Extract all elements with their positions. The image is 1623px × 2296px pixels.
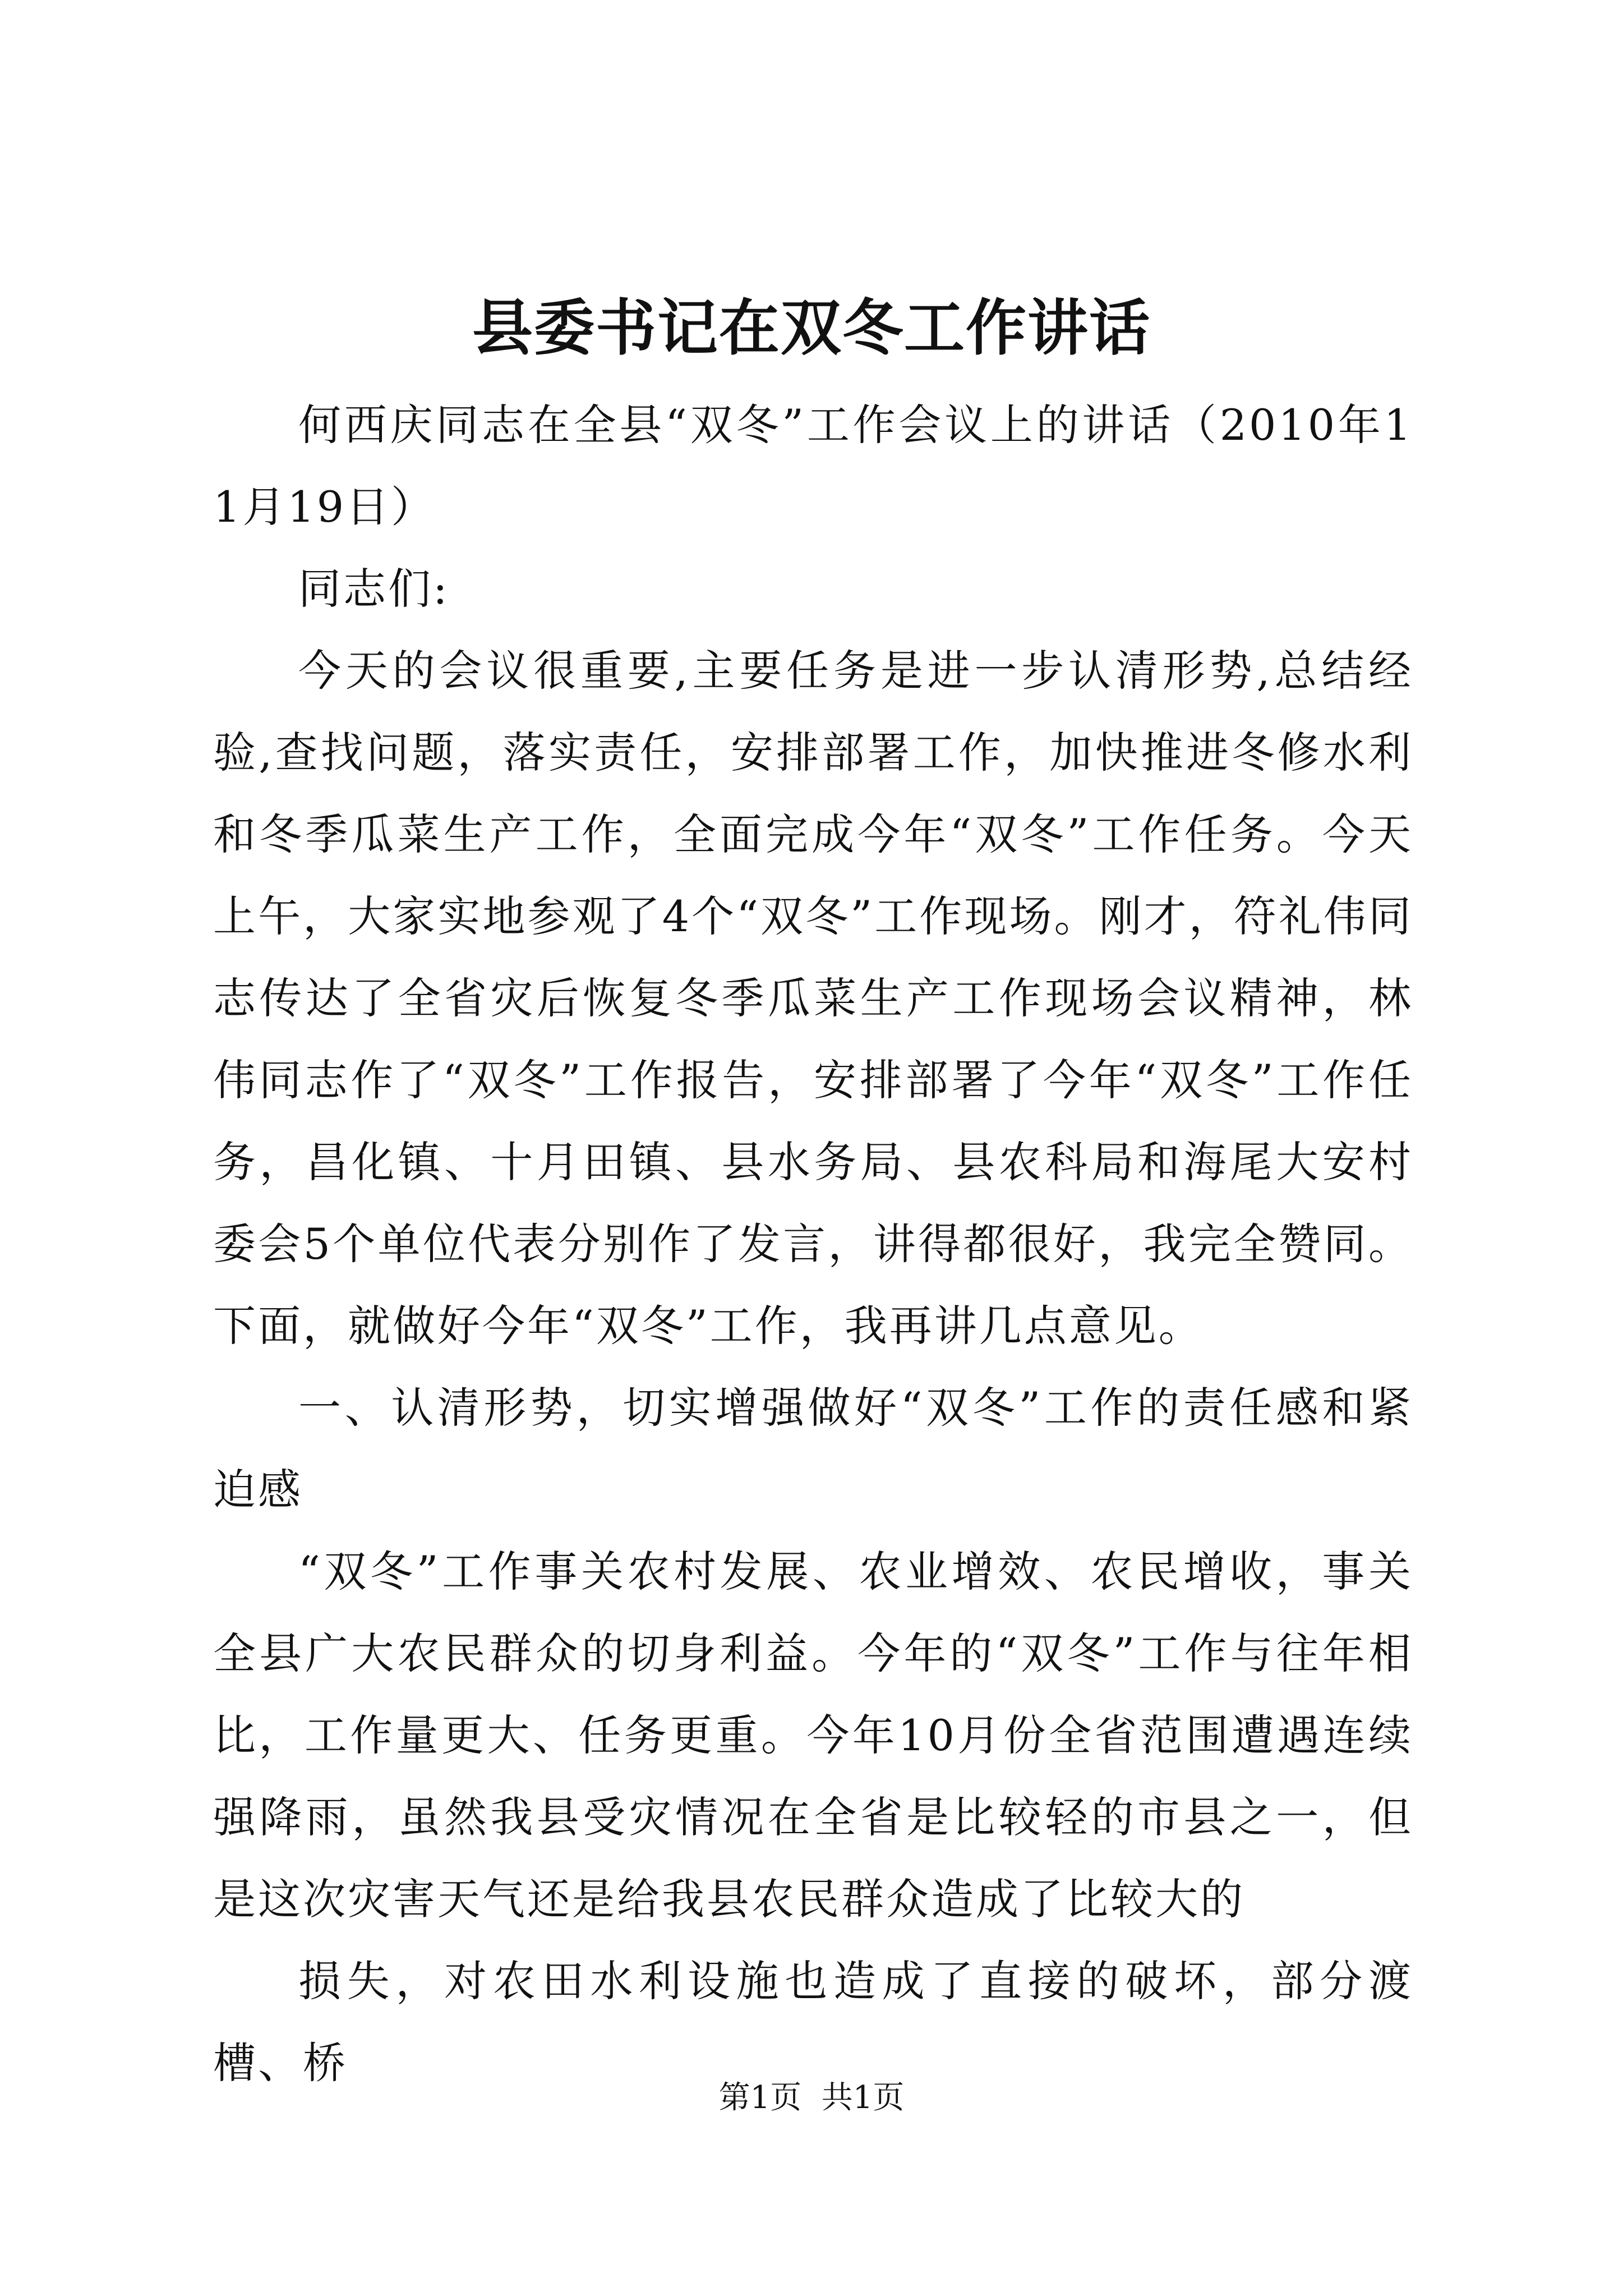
speech-subtitle: 何西庆同志在全县“双冬”工作会议上的讲话（2010年11月19日）: [213, 400, 1413, 532]
page-footer: 第1页 共1页: [718, 2079, 905, 2116]
salutation: 同志们:: [298, 564, 450, 614]
section-heading: 一、认清形势，切实增强做好“双冬”工作的责任感和紧迫感: [213, 1383, 1413, 1515]
document-body: [213, 384, 1413, 2104]
document-title: 县委书记在双冬工作讲话: [472, 293, 1151, 364]
body-paragraph: “双冬”工作事关农村发展、农业增效、农民增收，事关全县广大农民群众的切身利益。今年的“双冬”工作与往年相比，工作量更大、任务更重。今年10月份全省范围遭遇连续强降雨，虽然我县受灾情况在全省是比较轻的市县之一，但是这次灾害天气还是给我县农民群众造成了比较大的: [213, 1547, 1413, 1924]
body-paragraph: 损失，对农田水利设施也造成了直接的破坏，部分渡槽、桥: [213, 1956, 1413, 2088]
body-paragraph: 今天的会议很重要,主要任务是进一步认清形势,总结经验,查找问题，落实责任，安排部署工作，加快推进冬修水利和冬季瓜菜生产工作，全面完成今年“双冬”工作任务。今天上午，大家实地参观了4个“双冬”工作现场。刚才，符礼伟同志传达了全省灾后恢复冬季瓜菜生产工作现场会议精神，林伟同志作了“双冬”工作报告，安排部署了今年“双冬”工作任务，昌化镇、十月田镇、县水务局、县农科局和海尾大安村委会5个单位代表分别作了发言，讲得都很好，我完全赞同。下面，就做好今年“双冬”工作，我再讲几点意见。: [213, 646, 1413, 1351]
